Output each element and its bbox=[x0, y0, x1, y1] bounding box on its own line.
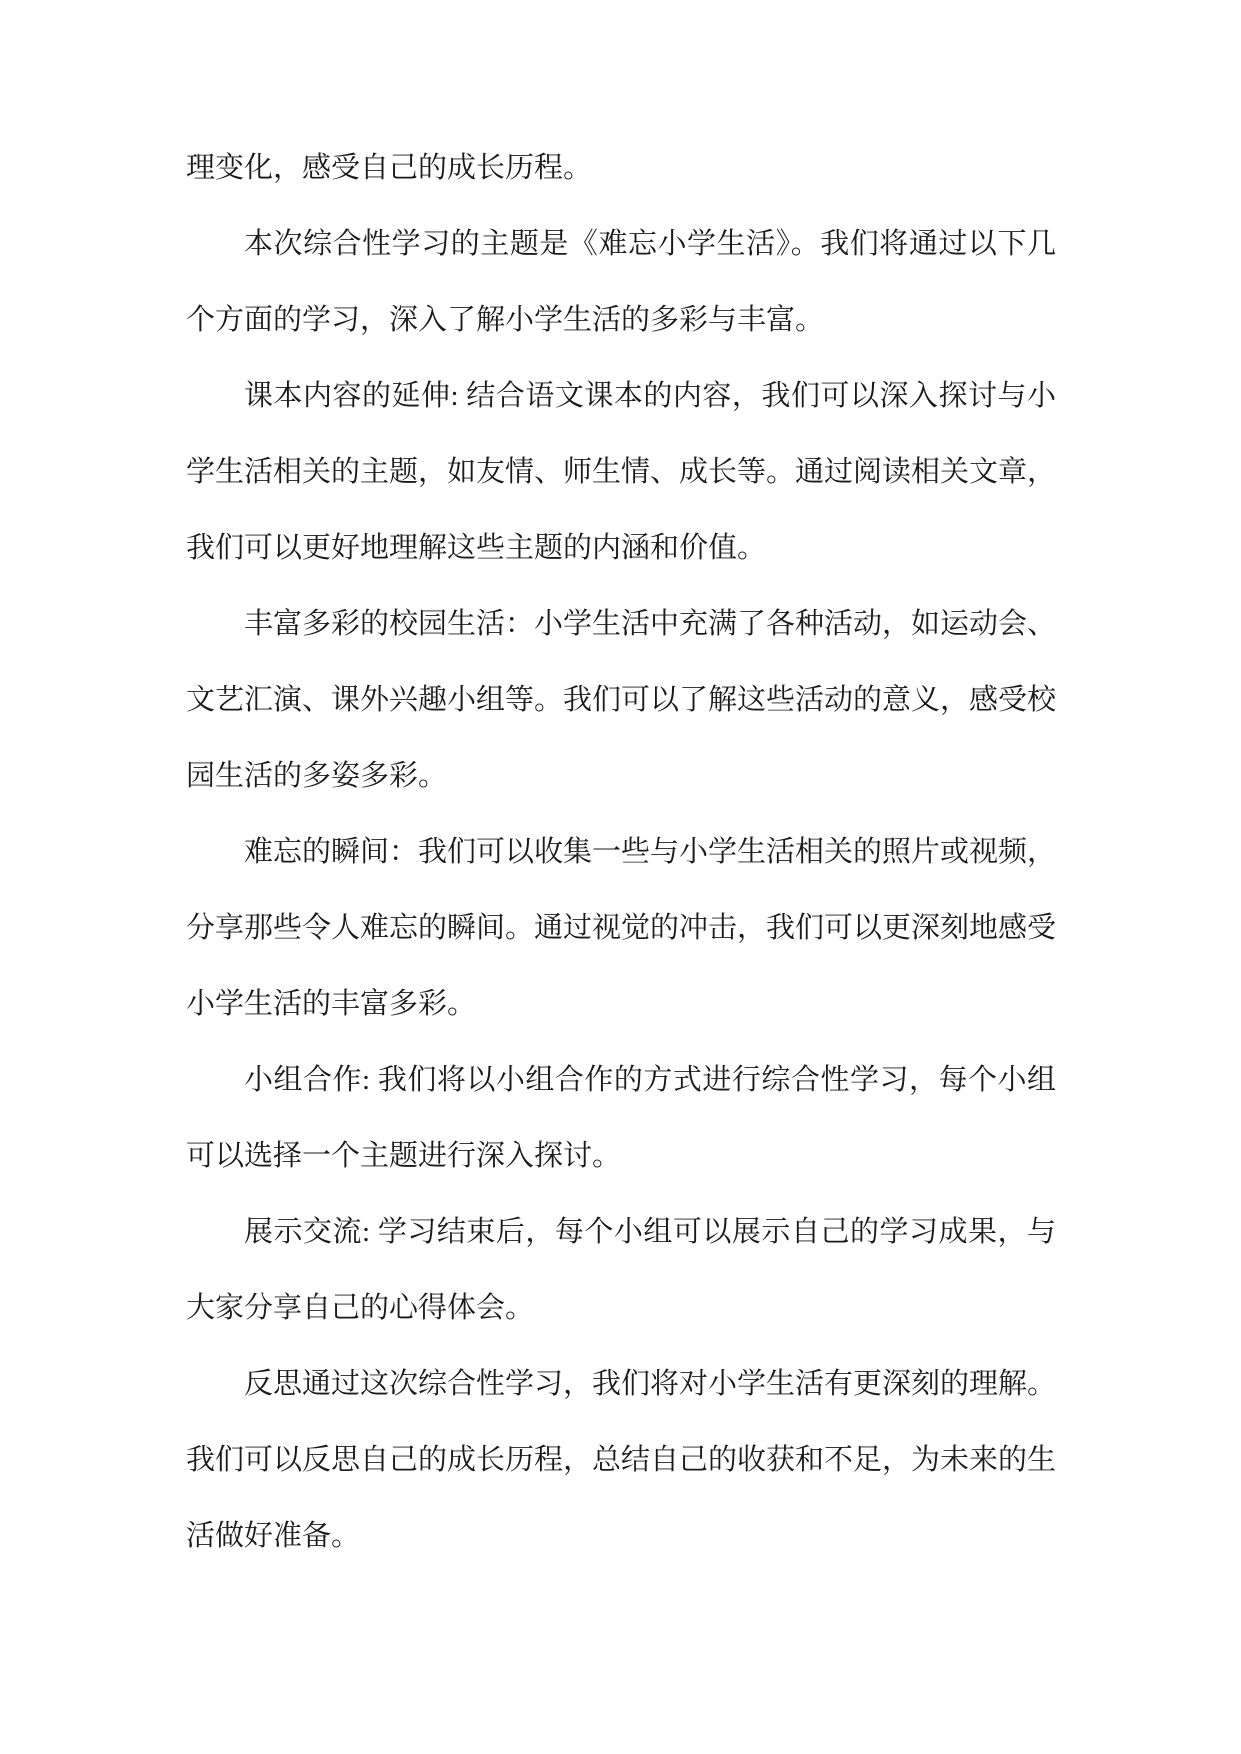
paragraph-presentation-exchange: 展示交流: 学习结束后，每个小组可以展示自己的学习成果，与大家分享自己的心得体会。 bbox=[186, 1216, 1056, 1324]
paragraph-campus-life: 丰富多彩的校园生活：小学生活中充满了各种活动，如运动会、文艺汇演、课外兴趣小组等。我们可以了解这些活动的意义，感受校园生活的多姿多彩。 bbox=[186, 608, 1057, 792]
document-body bbox=[186, 130, 1056, 1574]
paragraph-reflection: 反思通过这次综合性学习，我们将对小学生活有更深刻的理解。我们可以反思自己的成长历程，总结自己的收获和不足，为未来的生活做好准备。 bbox=[186, 1368, 1057, 1552]
paragraph-continuation: 理变化，感受自己的成长历程。 bbox=[186, 152, 593, 184]
paragraph-textbook-extension: 课本内容的延伸: 结合语文课本的内容，我们可以深入探讨与小学生活相关的主题，如友情、师生情、成长等。通过阅读相关文章，我们可以更好地理解这些主题的内涵和价值。 bbox=[186, 380, 1057, 564]
paragraph-group-cooperation: 小组合作: 我们将以小组合作的方式进行综合性学习，每个小组可以选择一个主题进行深入探讨。 bbox=[186, 1064, 1056, 1172]
paragraph-theme-intro: 本次综合性学习的主题是《难忘小学生活》。我们将通过以下几个方面的学习，深入了解小学生活的多彩与丰富。 bbox=[186, 228, 1056, 336]
paragraph-memorable-moments: 难忘的瞬间：我们可以收集一些与小学生活相关的照片或视频，分享那些令人难忘的瞬间。通过视觉的冲击，我们可以更深刻地感受小学生活的丰富多彩。 bbox=[186, 836, 1057, 1020]
